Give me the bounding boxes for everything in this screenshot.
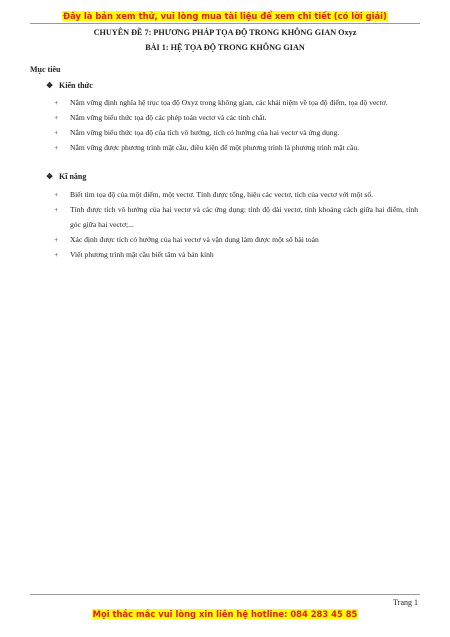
knowledge-list	[54, 95, 418, 155]
preview-banner	[0, 10, 450, 22]
plus-bullet-icon: +	[54, 128, 59, 137]
list-item	[54, 232, 418, 247]
list-item	[54, 95, 418, 110]
footer-divider	[30, 594, 420, 595]
hotline-banner	[0, 608, 450, 620]
plus-bullet-icon: +	[54, 113, 59, 122]
plus-bullet-icon: +	[54, 98, 59, 107]
lesson-title: BÀI 1: HỆ TỌA ĐỘ TRONG KHÔNG GIAN	[145, 43, 305, 52]
section-heading-skills	[46, 171, 86, 183]
hotline-text: Mọi thắc mắc vui lòng xin liên hệ hotline: 084 283 45 85	[92, 609, 358, 619]
header-divider	[30, 23, 420, 24]
diamond-bullet-icon: ❖	[46, 81, 54, 90]
page-number: Trang 1	[393, 598, 418, 607]
objectives-heading: Mục tiêu	[30, 65, 61, 74]
diamond-bullet-icon: ❖	[46, 172, 54, 181]
list-item	[54, 247, 418, 262]
list-item	[54, 202, 418, 232]
list-item-text: Tính được tích vô hướng của hai vectơ và các ứng dụng: tính độ dài vectơ, tính khoảng cách giữa hai điểm, tính góc giữa hai vectơ;...	[70, 205, 418, 229]
list-item-text: Nắm vững biểu thức tọa độ các phép toán vectơ và các tính chất.	[70, 113, 267, 122]
chapter-title: CHUYÊN ĐỀ 7: PHƯƠNG PHÁP TỌA ĐỘ TRONG KHÔNG GIAN Oxyz	[93, 28, 357, 37]
list-item	[54, 140, 418, 155]
plus-bullet-icon: +	[54, 143, 59, 152]
list-item	[54, 125, 418, 140]
list-item-text: Nắm vững được phương trình mặt cầu, điều kiện để một phương trình là phương trình mặt cầu.	[70, 143, 360, 152]
list-item	[54, 110, 418, 125]
plus-bullet-icon: +	[54, 190, 59, 199]
list-item-text: Xác định được tích có hướng của hai vectơ và vận dụng làm được một số bài toán	[70, 235, 319, 244]
list-item	[54, 187, 418, 202]
list-item-text: Nắm vững biểu thức tọa độ của tích vô hướng, tích có hướng của hai vectơ và ứng dụng.	[70, 128, 340, 137]
section-heading-knowledge	[46, 80, 93, 92]
section-heading-label: Kĩ năng	[59, 172, 87, 181]
skills-list	[54, 187, 418, 262]
plus-bullet-icon: +	[54, 205, 59, 214]
plus-bullet-icon: +	[54, 235, 59, 244]
list-item-text: Biết tìm tọa độ của một điểm, một vectơ. Tính được tổng, hiệu các vectơ, tích của vectơ với một số.	[70, 190, 374, 199]
preview-banner-text: Đây là bản xem thử, vui lòng mua tài liệu để xem chi tiết (có lời giải)	[63, 11, 387, 21]
list-item-text: Viết phương trình mặt cầu biết tâm và bán kính	[70, 250, 214, 259]
list-item-text: Nắm vững định nghĩa hệ trục tọa độ Oxyz trong không gian, các khái niệm về tọa độ điểm, tọa độ vectơ.	[70, 98, 388, 107]
plus-bullet-icon: +	[54, 250, 59, 259]
section-heading-label: Kiến thức	[59, 81, 93, 90]
